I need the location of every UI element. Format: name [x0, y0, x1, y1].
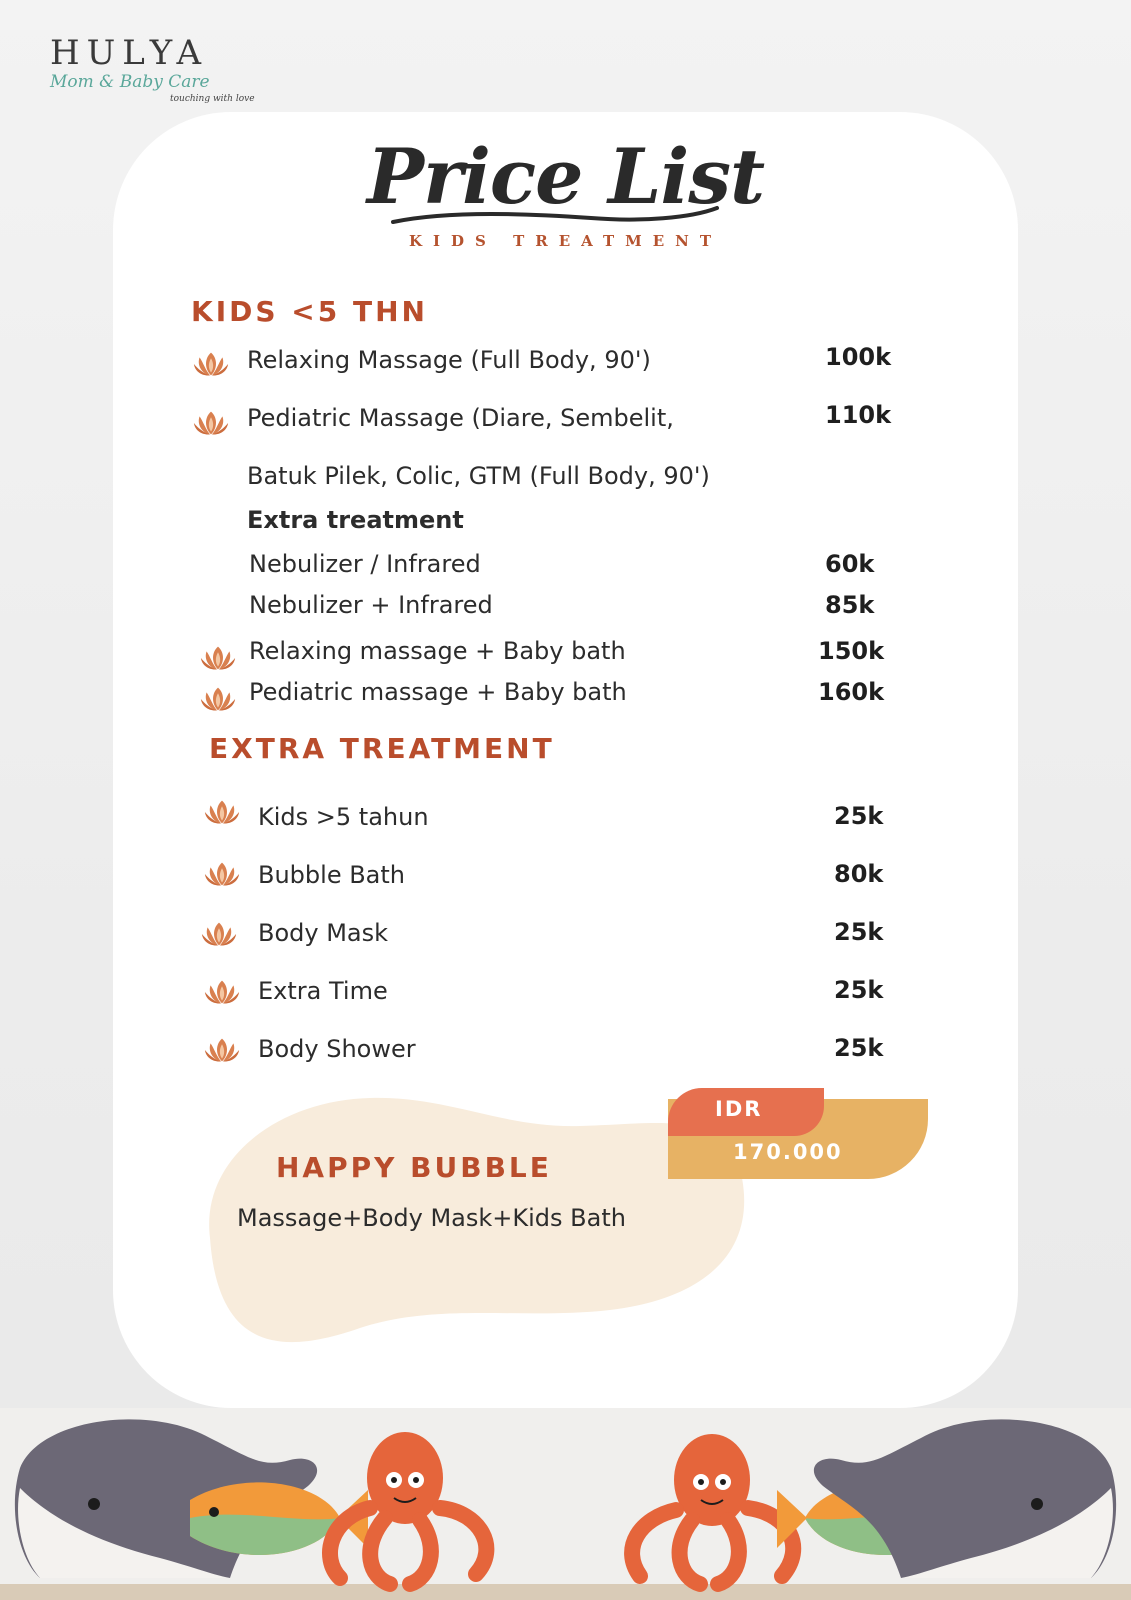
title-swash-icon: [391, 200, 721, 230]
list-item-price: 85k: [825, 591, 875, 619]
brand-name: HULYA: [50, 33, 209, 73]
list-item-price: 80k: [834, 860, 884, 888]
lotus-icon: [199, 684, 237, 714]
list-item-label: Nebulizer / Infrared: [249, 550, 481, 578]
list-item-price: 160k: [818, 678, 885, 706]
page-subtitle: KIDS TREATMENT: [408, 232, 723, 250]
toy-animals-illustration: [0, 1408, 1131, 1600]
promo-title: HAPPY BUBBLE: [276, 1151, 552, 1184]
section-heading-kids: KIDS <5 THN: [191, 295, 428, 328]
list-item-label: Kids >5 tahun: [258, 803, 429, 831]
list-item-label: Nebulizer + Infrared: [249, 591, 493, 619]
promo-amount: 170.000: [733, 1140, 843, 1164]
list-item-price: 150k: [818, 637, 885, 665]
lotus-icon: [203, 859, 241, 889]
lotus-icon: [192, 408, 230, 438]
lotus-icon: [203, 1035, 241, 1065]
lotus-icon: [199, 643, 237, 673]
list-item-label: Body Shower: [258, 1035, 416, 1063]
lotus-icon: [203, 977, 241, 1007]
list-item-label: Relaxing Massage (Full Body, 90'): [247, 346, 651, 374]
page-title: Price List: [366, 132, 765, 221]
brand-logo: [50, 33, 255, 104]
list-item-price: 110k: [825, 401, 892, 429]
list-item-label: Relaxing massage + Baby bath: [249, 637, 626, 665]
list-item-label: Bubble Bath: [258, 861, 405, 889]
list-item-price: 25k: [834, 918, 884, 946]
promo-currency: IDR: [715, 1097, 763, 1121]
section-heading-extra: EXTRA TREATMENT: [209, 732, 555, 765]
list-item-price: 60k: [825, 550, 875, 578]
list-item-price: 25k: [834, 976, 884, 1004]
list-item-price: 100k: [825, 343, 892, 371]
lotus-icon: [203, 797, 241, 827]
list-item-label: Pediatric Massage (Diare, Sembelit,: [247, 404, 674, 432]
list-item-label-cont: Batuk Pilek, Colic, GTM (Full Body, 90'): [247, 462, 710, 490]
list-item-label: Body Mask: [258, 919, 389, 947]
lotus-icon: [200, 919, 238, 949]
brand-tagline: touching with love: [170, 94, 255, 104]
brand-subtitle: Mom & Baby Care: [50, 72, 210, 92]
extra-treatment-subheading: Extra treatment: [247, 506, 464, 534]
list-item-label: Pediatric massage + Baby bath: [249, 678, 627, 706]
list-item-label: Extra Time: [258, 977, 388, 1005]
lotus-icon: [192, 349, 230, 379]
promo-description: Massage+Body Mask+Kids Bath: [237, 1204, 626, 1232]
list-item-price: 25k: [834, 802, 884, 830]
list-item-price: 25k: [834, 1034, 884, 1062]
